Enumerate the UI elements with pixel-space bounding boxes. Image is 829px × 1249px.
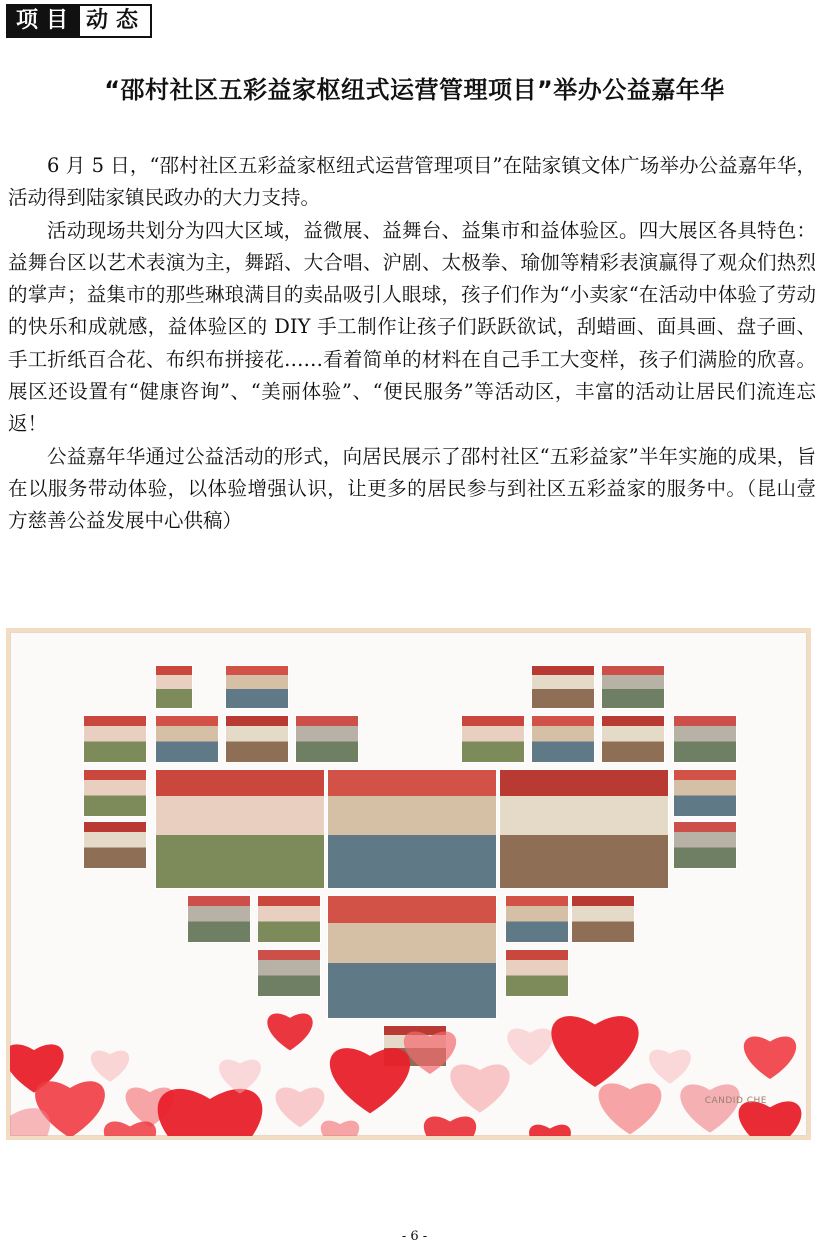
section-tag bbox=[6, 4, 152, 38]
heart-icon bbox=[219, 1060, 261, 1094]
heart-icon bbox=[739, 1101, 802, 1136]
page-number: - 6 - bbox=[401, 1229, 428, 1244]
heart-icon bbox=[276, 1087, 325, 1127]
heart-icon bbox=[10, 1108, 50, 1136]
heart-icon bbox=[321, 1121, 359, 1136]
section-tag-part1: 项目 bbox=[8, 6, 80, 36]
paragraph-3: 公益嘉年华通过公益活动的形式，向居民展示了邵村社区“五彩益家”半年实施的成果，旨在以服务带动体验，以体验增强认识，让更多的居民参与到社区五彩益家的服务中。（昆山壹方慈善公益发展中心供稿） bbox=[8, 444, 816, 533]
heart-icon bbox=[529, 1125, 571, 1136]
hearts-decoration bbox=[10, 632, 807, 1136]
photo-collage-frame bbox=[6, 628, 811, 1140]
heart-icon bbox=[551, 1016, 638, 1087]
heart-icon bbox=[104, 1121, 156, 1136]
heart-icon bbox=[158, 1089, 263, 1136]
heart-icon bbox=[267, 1014, 312, 1051]
heart-icon bbox=[680, 1084, 739, 1132]
paragraph-2: 活动现场共划分为四大区域，益微展、益舞台、益集市和益体验区。四大展区各具特色：益舞台区以艺术表演为主，舞蹈、大合唱、沪剧、太极拳、瑜伽等精彩表演赢得了观众们热烈的掌声；益集市的那些琳琅满目的卖品吸引人眼球，孩子们作为“小卖家“在活动中体验了劳动的快乐和成就感，益体验区的 DIY 手工制作让孩子们跃跃欲试，刮蜡画、面具画、盘子画、手工折纸百合花、布织布拼接花……看着简单的材料在自己手工大变样，孩子们满脸的欣喜。展区还设置有“健康咨询”、“美丽体验”、“便民服务”等活动区，丰富的活动让居民们流连忘返！ bbox=[8, 218, 816, 436]
article-title: “邵村社区五彩益家枢纽式运营管理项目”举办公益嘉年华 bbox=[104, 76, 725, 104]
article-body bbox=[8, 150, 816, 538]
heart-icon bbox=[91, 1051, 129, 1082]
heart-icon bbox=[330, 1048, 410, 1113]
photo-collage bbox=[10, 632, 807, 1136]
photo-signature: CANDID CHE bbox=[704, 1096, 767, 1106]
section-tag-part2: 动态 bbox=[80, 6, 150, 36]
heart-icon bbox=[744, 1036, 796, 1079]
heart-icon bbox=[507, 1029, 552, 1066]
heart-icon bbox=[599, 1083, 662, 1134]
heart-icon bbox=[404, 1031, 456, 1074]
heart-icon bbox=[649, 1050, 691, 1084]
heart-icon bbox=[424, 1116, 476, 1136]
heart-icon bbox=[450, 1064, 509, 1112]
paragraph-1: 6 月 5 日，“邵村社区五彩益家枢纽式运营管理项目”在陆家镇文体广场举办公益嘉年华，活动得到陆家镇民政办的大力支持。 bbox=[8, 154, 816, 210]
